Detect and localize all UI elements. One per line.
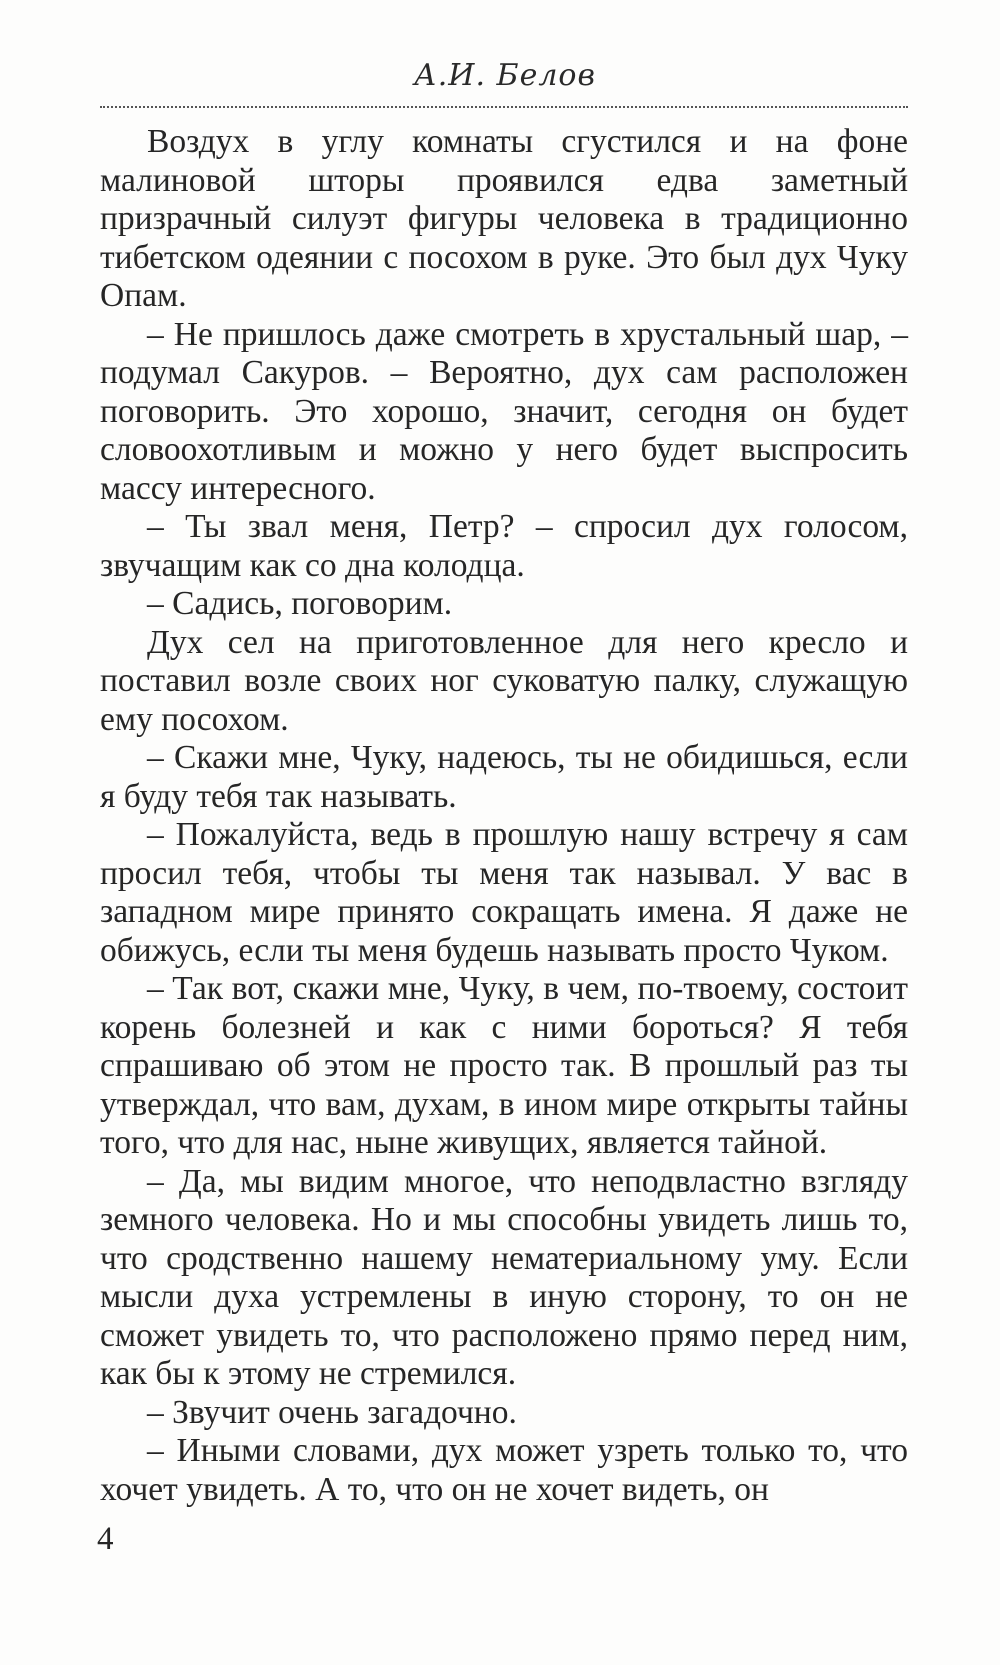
paragraph: – Пожалуйста, ведь в прошлую нашу встречу я сам просил тебя, чтобы ты меня так называл. У вас в западном мире принято сокращать имена. Я даже не обижусь, если ты меня будешь называть просто Чуком. — [100, 816, 908, 969]
paragraph: – Иными словами, дух может узреть только то, что хочет увидеть. А то, что он не хочет видеть, он — [100, 1432, 908, 1508]
paragraph: – Да, мы видим многое, что неподвластно взгляду земного человека. Но и мы способны увидеть лишь то, что сродственно нашему нематериальному уму. Если мысли духа устремлены в иную сторону, то он не сможет увидеть то, что расположено прямо перед ним, как бы к этому не стремился. — [100, 1162, 908, 1392]
running-header-author: А.И. Белов — [414, 58, 596, 93]
paragraph: – Так вот, скажи мне, Чуку, в чем, по-твоему, состоит корень болезней и как с ними бороться? Я тебя спрашиваю об этом не просто так. В прошлый раз ты утверждал, что вам, духам, в ином мире открыты тайны того, что для нас, ныне живущих, является тайной. — [100, 970, 908, 1161]
paragraph: – Не пришлось даже смотреть в хрустальный шар, – подумал Сакуров. – Вероятно, дух сам расположен поговорить. Это хорошо, значит, сегодня он будет словоохотливым и можно у него будет выспросить массу интересного. — [100, 315, 908, 507]
page-number: 4 — [97, 1521, 114, 1557]
paragraph: – Садись, поговорим. — [147, 585, 453, 622]
paragraph: Дух сел на приготовленное для него кресло и поставил возле своих ног суковатую палку, служащую ему посохом. — [100, 623, 908, 738]
page-body — [100, 123, 908, 1509]
paragraph: – Ты звал меня, Петр? – спросил дух голосом, звучащим как со дна колодца. — [100, 508, 908, 584]
paragraph: Воздух в углу комнаты сгустился и на фоне малиновой шторы проявился едва заметный призрачный силуэт фигуры человека в традиционно тибетском одеянии с посохом в руке. Это был дух Чуку Опам. — [100, 123, 908, 314]
paragraph: – Звучит очень загадочно. — [147, 1393, 517, 1431]
paragraph: – Скажи мне, Чуку, надеюсь, ты не обидишься, если я буду тебя так называть. — [100, 739, 908, 815]
header-divider — [100, 106, 908, 108]
